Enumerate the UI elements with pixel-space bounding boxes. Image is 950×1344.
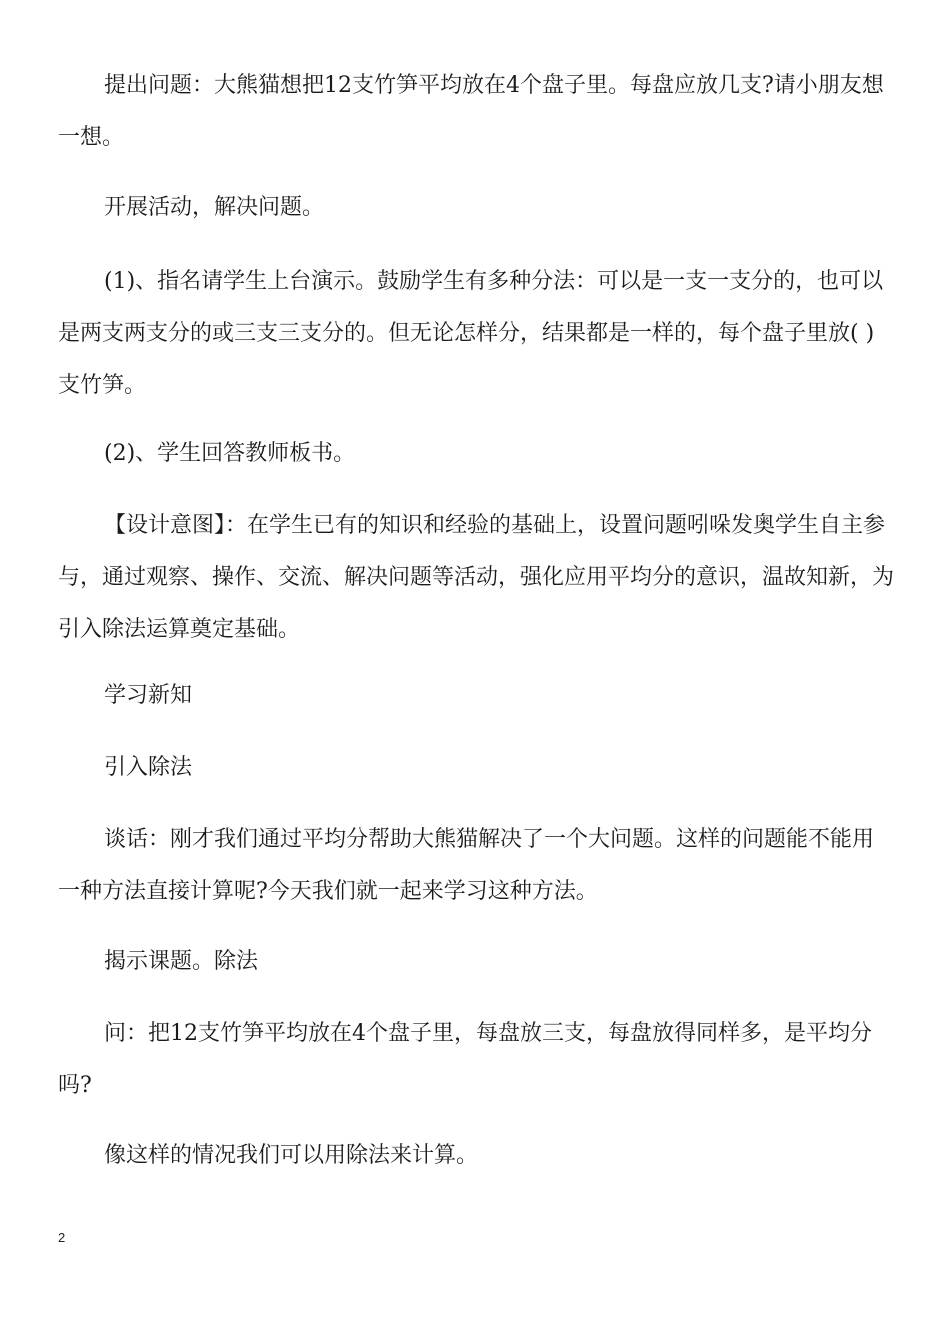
page-number: 2: [58, 1230, 66, 1245]
paragraph-problem: 提出问题：大熊猫想把12支竹笋平均放在4个盘子里。每盘应放几支?请小朋友想一想。: [58, 73, 884, 150]
paragraph-question: 问：把12支竹笋平均放在4个盘子里，每盘放三支，每盘放得同样多，是平均分吗?: [58, 1021, 872, 1098]
paragraph-talk: 谈话：刚才我们通过平均分帮助大熊猫解决了一个大问题。这样的问题能不能用一种方法直接计算呢?今天我们就一起来学习这种方法。: [58, 827, 875, 904]
paragraph-answer: (2)、学生回答教师板书。: [104, 441, 356, 466]
paragraph-demo: (1)、指名请学生上台演示。鼓励学生有多种分法：可以是一支一支分的，也可以是两支两支分的或三支三支分的。但无论怎样分，结果都是一样的，每个盘子里放( )支竹笋。: [58, 269, 884, 398]
heading-intro-division: 引入除法: [104, 755, 193, 780]
heading-learn-new: 学习新知: [104, 683, 193, 708]
paragraph-activity: 开展活动，解决问题。: [104, 195, 325, 220]
paragraph-design-intent: 【设计意图】：在学生已有的知识和经验的基础上，设置问题吲哚发奥学生自主参与，通过观察、操作、交流、解决问题等活动，强化应用平均分的意识，温故知新，为引入除法运算奠定基础。: [58, 513, 895, 642]
paragraph-conclusion: 像这样的情况我们可以用除法来计算。: [104, 1143, 479, 1168]
paragraph-topic: 揭示课题。除法: [104, 949, 259, 974]
